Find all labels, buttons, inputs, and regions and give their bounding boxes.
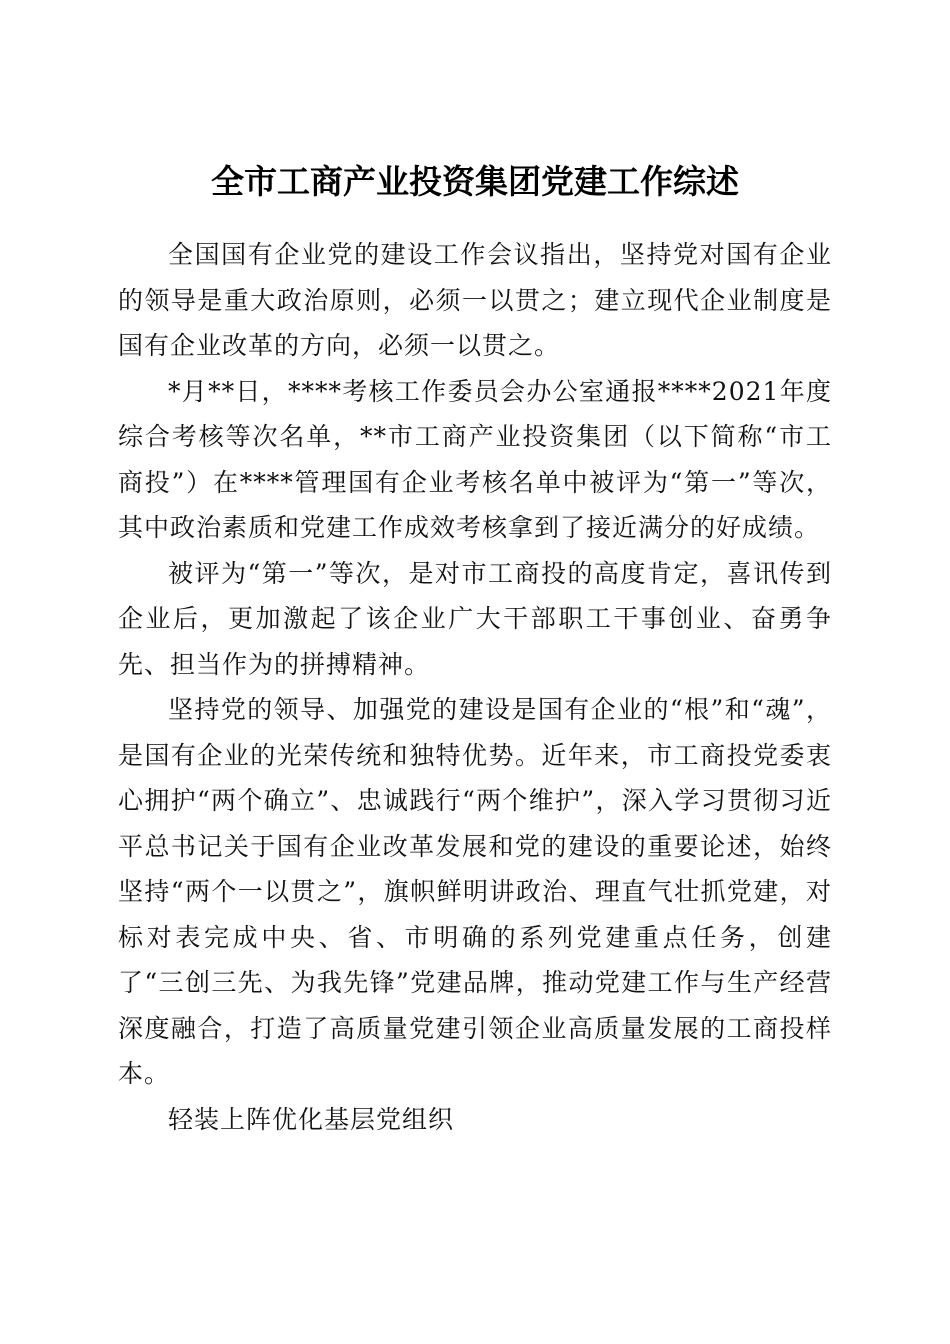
document-title: 全市工商产业投资集团党建工作综述 (211, 162, 739, 202)
section-heading: 轻装上阵优化基层党组织 (168, 1104, 455, 1134)
paragraph-3: 被评为“第一”等次，是对市工商投的高度肯定，喜讯传到企业后，更加激起了该企业广大干部职工干事创业、奋勇争先、担当作为的拼搏精神。 (118, 558, 832, 679)
paragraph-4: 坚持党的领导、加强党的建设是国有企业的“根”和“魂”，是国有企业的光荣传统和独特优势。近年来，市工商投党委衷心拥护“两个确立”、忠诚践行“两个维护”，深入学习贯彻习近平总书记关于国有企业改革发展和党的建设的重要论述，始终坚持“两个一以贯之”，旗帜鲜明讲政治、理直气壮抓党建，对标对表完成中央、省、市明确的系列党建重点任务，创建了“三创三先、为我先锋”党建品牌，推动党建工作与生产经营深度融合，打造了高质量党建引领企业高质量发展的工商投样本。 (118, 695, 832, 1088)
paragraph-2: *月**日，****考核工作委员会办公室通报****2021年度综合考核等次名单，**市工商产业投资集团（以下简称“市工商投”）在****管理国有企业考核名单中被评为“第一”等次，其中政治素质和党建工作成效考核拿到了接近满分的好成绩。 (118, 376, 832, 542)
document-body (118, 232, 832, 1142)
paragraph-1: 全国国有企业党的建设工作会议指出，坚持党对国有企业的领导是重大政治原则，必须一以贯之；建立现代企业制度是国有企业改革的方向，必须一以贯之。 (118, 240, 832, 360)
